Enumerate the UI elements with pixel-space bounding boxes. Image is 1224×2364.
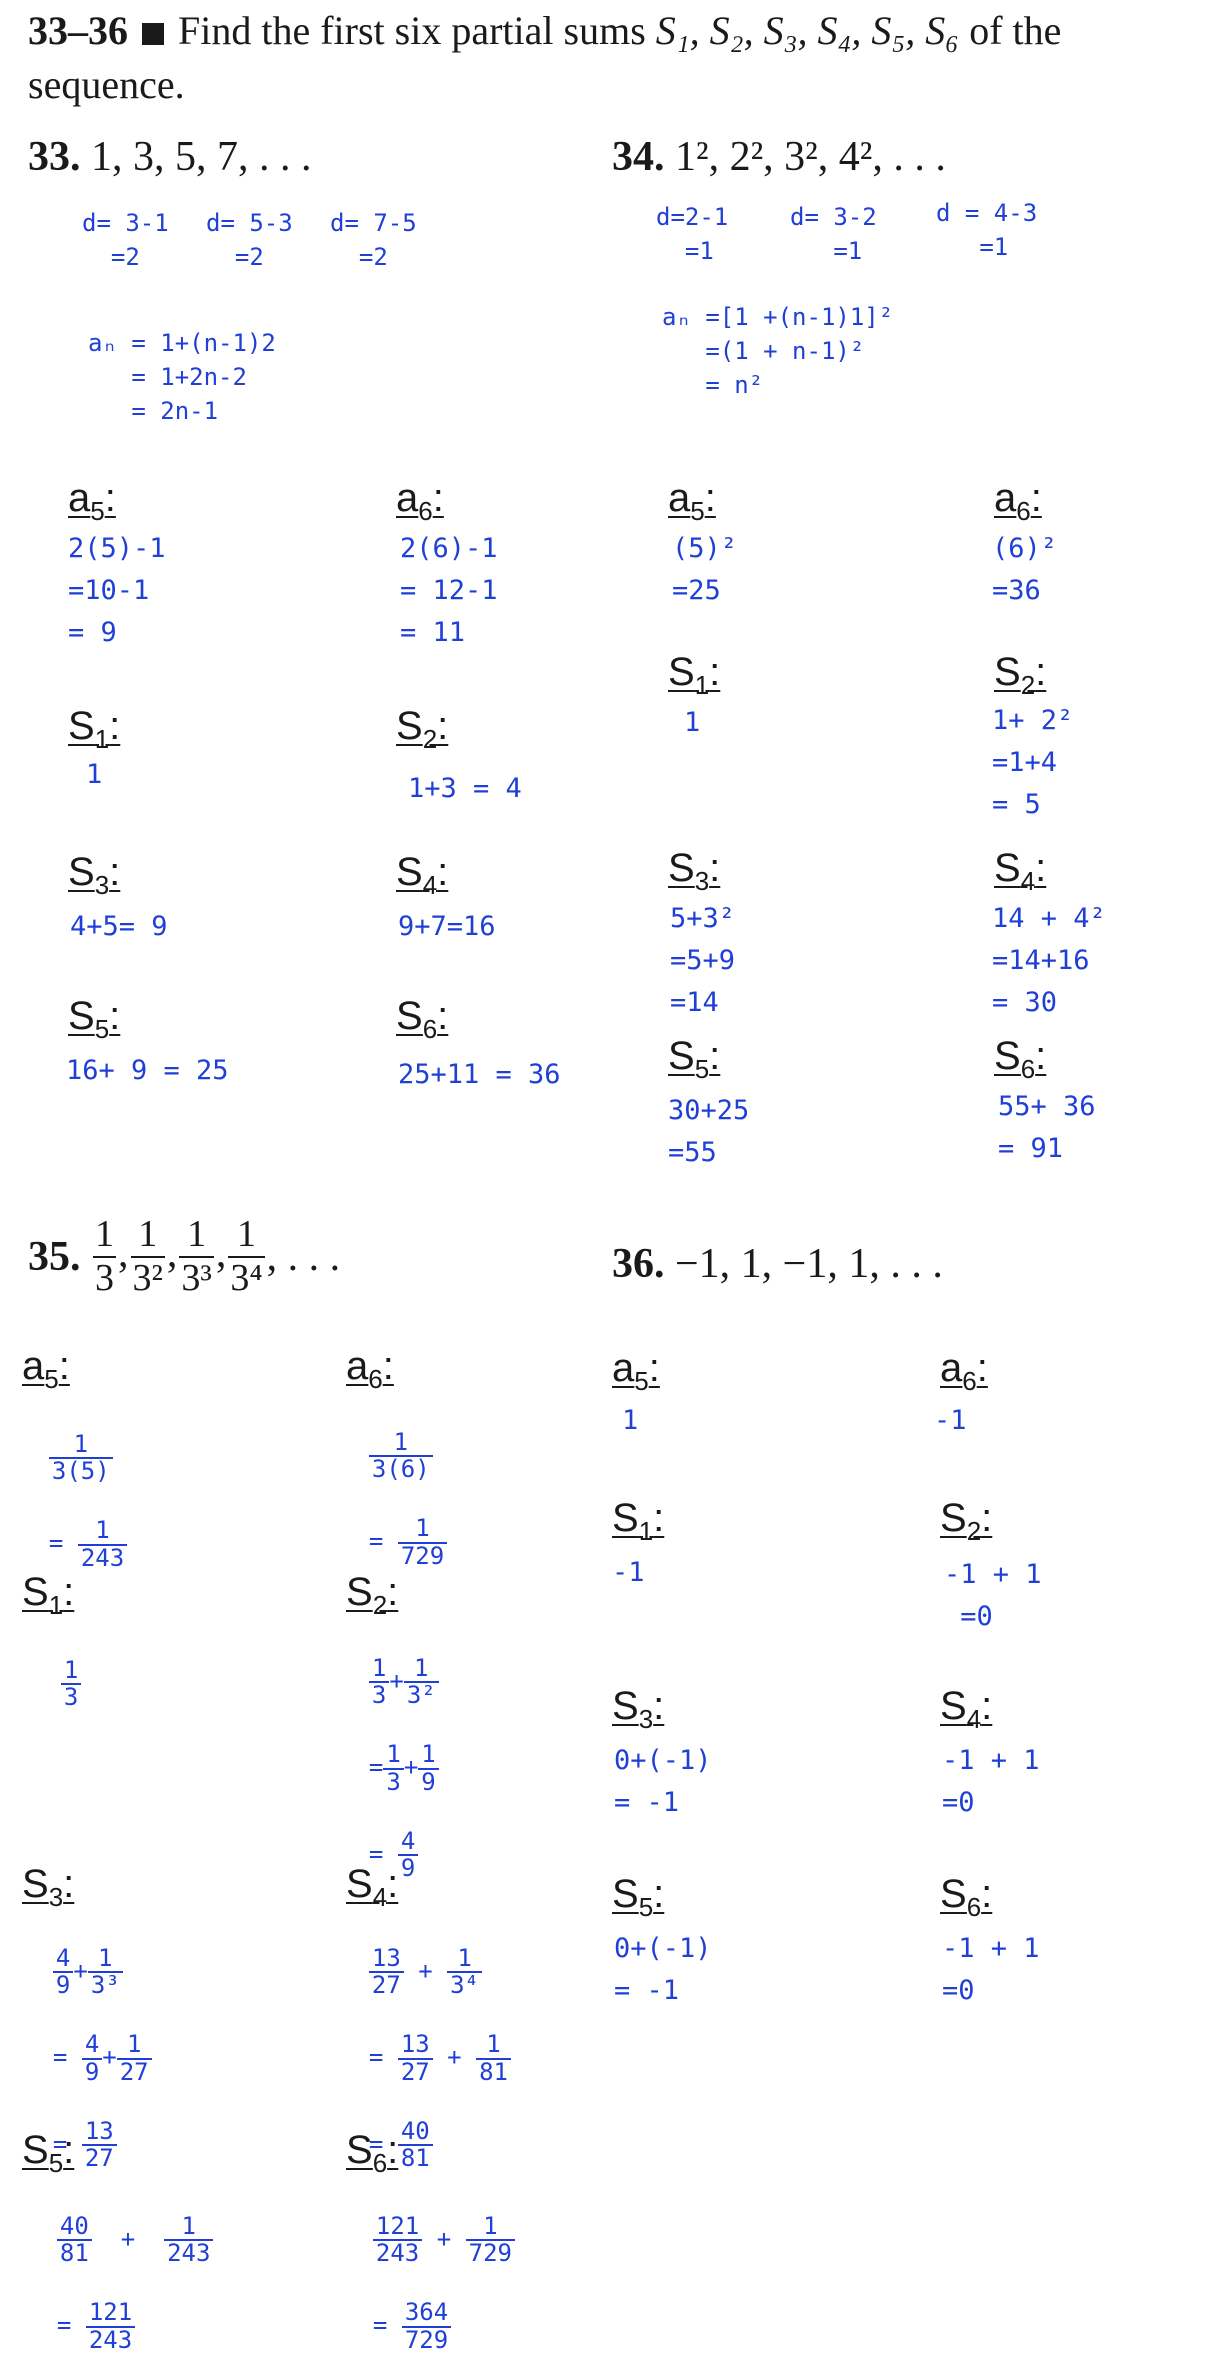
label-a6: $a_6$: <box>346 1344 394 1394</box>
s4-work: -1 + 1 =0 <box>942 1745 1040 1818</box>
label-s6: $S_6$: <box>396 994 449 1044</box>
s1-work: -1 <box>612 1557 645 1588</box>
nth-term-derivation: aₙ =[1 +(n-1)1]² =(1 + n-1)² = n² <box>662 303 894 399</box>
square-bullet-icon <box>142 23 164 45</box>
s6-work: 25+11 = 36 <box>398 1059 561 1090</box>
label-a6: $a_6$: <box>994 476 1042 526</box>
term-3: $\frac{1}{\text{3³}}$ <box>181 1213 212 1299</box>
label-s5: $S_5$: <box>668 1034 721 1084</box>
s3-work: 4+5= 9 <box>70 911 168 942</box>
problem-number: 34. <box>612 134 665 180</box>
sequence: −1, 1, −1, 1, . . . <box>675 1241 943 1287</box>
a5-work: 2(5)-1 =10-1 = 9 <box>68 533 166 648</box>
a5-work: (5)² =25 <box>672 533 738 606</box>
s2-work: 1+3 = 4 <box>408 773 522 804</box>
s5-work: 30+25 =55 <box>668 1095 750 1168</box>
label-s1: $S_1$: <box>668 650 721 700</box>
nth-term-derivation: aₙ = 1+(n-1)2 = 1+2n-2 = 2n-1 <box>88 329 276 425</box>
s3-work: $\frac{4}{9}$ + $\frac{1}{\text{3³}}$ = $\frac{4}{9}$ + $\frac{1}{27}$ = $\frac{13}{27}$ <box>24 1912 152 2171</box>
label-s4: $S_4$: <box>346 1862 399 1912</box>
difference-2: d= 5-3 =2 <box>206 209 293 271</box>
s6-work: 55+ 36 = 91 <box>998 1091 1096 1164</box>
s2-work: 1+ 2² =1+4 = 5 <box>992 705 1074 820</box>
term-1: $\frac{1}{3}$ <box>95 1213 114 1299</box>
label-a5: $a_5$: <box>668 476 716 526</box>
label-s5: $S_5$: <box>68 994 121 1044</box>
label-s1: $S_1$: <box>612 1496 665 1546</box>
label-s3: $S_3$: <box>612 1684 665 1734</box>
label-s1: $S_1$: <box>68 704 121 754</box>
s4-work: $\frac{13}{27}$ + $\frac{1}{\text{3⁴}}$ = $\frac{13}{27}$ + $\frac{1}{81}$ = $\frac{40}{81}$ <box>340 1912 511 2171</box>
a6-work: -1 <box>934 1405 967 1436</box>
instructions <box>28 6 1208 56</box>
partial-sums-list: S₁, S₂, S₃, S₄, S₅, S₆ <box>655 8 960 53</box>
term-2: $\frac{1}{\text{3²}}$ <box>132 1213 163 1299</box>
label-s4: $S_4$: <box>396 850 449 900</box>
instruction-tail: of the <box>969 8 1062 53</box>
a6-work: (6)² =36 <box>992 533 1058 606</box>
problem-number: 36. <box>612 1241 665 1287</box>
label-a6: $a_6$: <box>396 476 444 526</box>
sequence: 1, 3, 5, 7, . . . <box>91 134 312 180</box>
label-a6: $a_6$: <box>940 1346 988 1396</box>
s1-work: 1 <box>684 707 701 738</box>
difference-3: d= 7-5 =2 <box>330 209 417 271</box>
label-s3: $S_3$: <box>22 1862 75 1912</box>
problem-number: 35. <box>28 1233 81 1280</box>
label-s4: $S_4$: <box>940 1684 993 1734</box>
label-a5: $a_5$: <box>22 1344 70 1394</box>
label-s3: $S_3$: <box>68 850 121 900</box>
problem-33-title <box>28 133 312 181</box>
s5-work: $\frac{40}{81}$ + $\frac{1}{243}$ = $\frac{121}{243}$ <box>28 2180 213 2353</box>
label-s6: $S_6$: <box>994 1034 1047 1084</box>
label-s3: $S_3$: <box>668 846 721 896</box>
problem-range: 33–36 <box>28 8 128 53</box>
s6-work: $\frac{121}{243}$ + $\frac{1}{729}$ = $\frac{364}{729}$ <box>344 2180 515 2353</box>
label-a5: $a_5$: <box>612 1346 660 1396</box>
a5-work: 1 <box>622 1405 639 1436</box>
label-s2: $S_2$: <box>994 650 1047 700</box>
s5-work: 0+(-1) = -1 <box>614 1933 712 2006</box>
label-s6: $S_6$: <box>346 2128 399 2178</box>
label-s2: $S_2$: <box>396 704 449 754</box>
problem-34-title <box>612 133 946 181</box>
a6-work: $\frac{1}{3(6)}$ = $\frac{1}{729}$ <box>340 1396 447 1569</box>
s3-work: 5+3² =5+9 =14 <box>670 903 736 1018</box>
difference-1: d=2-1 =1 <box>656 203 729 265</box>
s5-work: 16+ 9 = 25 <box>66 1055 229 1086</box>
difference-3: d = 4-3 =1 <box>936 199 1038 261</box>
label-s2: $S_2$: <box>940 1496 993 1546</box>
s6-work: -1 + 1 =0 <box>942 1933 1040 2006</box>
sequence: 1², 2², 3², 4², . . . <box>675 134 946 180</box>
a6-work: 2(6)-1 = 12-1 = 11 <box>400 533 498 648</box>
label-s5: $S_5$: <box>22 2128 75 2178</box>
problem-number: 33. <box>28 134 81 180</box>
s3-work: 0+(-1) = -1 <box>614 1745 712 1818</box>
label-s4: $S_4$: <box>994 846 1047 896</box>
s2-work: -1 + 1 =0 <box>944 1559 1042 1632</box>
s1-work: 1 <box>86 759 103 790</box>
s4-work: 9+7=16 <box>398 911 496 942</box>
a5-work: $\frac{1}{3(5)}$ = $\frac{1}{243}$ <box>20 1398 127 1571</box>
sequence-tail: , . . . <box>266 1233 341 1280</box>
label-s5: $S_5$: <box>612 1872 665 1922</box>
s1-work: $\frac{1}{3}$ <box>32 1624 81 1710</box>
label-s2: $S_2$: <box>346 1570 399 1620</box>
instruction-text: Find the first six partial sums <box>178 8 646 53</box>
s2-work: $\frac{1}{3}$ + $\frac{1}{\text{3²}}$ = $\frac{1}{3}$ + $\frac{1}{9}$ = $\frac{4}{9}$ <box>340 1622 439 1881</box>
problem-36-title <box>612 1240 943 1288</box>
label-s6: $S_6$: <box>940 1872 993 1922</box>
instruction-line2: sequence. <box>28 62 185 107</box>
difference-1: d= 3-1 =2 <box>82 209 169 271</box>
difference-2: d= 3-2 =1 <box>790 203 877 265</box>
s4-work: 14 + 4² =14+16 = 30 <box>992 903 1106 1018</box>
term-4: $\frac{1}{\text{3⁴}}$ <box>230 1213 263 1299</box>
label-s1: $S_1$: <box>22 1570 75 1620</box>
label-a5: $a_5$: <box>68 476 116 526</box>
problem-35-title: 35. $\frac{1}{3}$ , $\frac{1}{\text{3²}}$ , $\frac{1}{\text{3³}}$ , $\frac{1}{\text{3⁴}}$ , . . . <box>28 1213 341 1299</box>
